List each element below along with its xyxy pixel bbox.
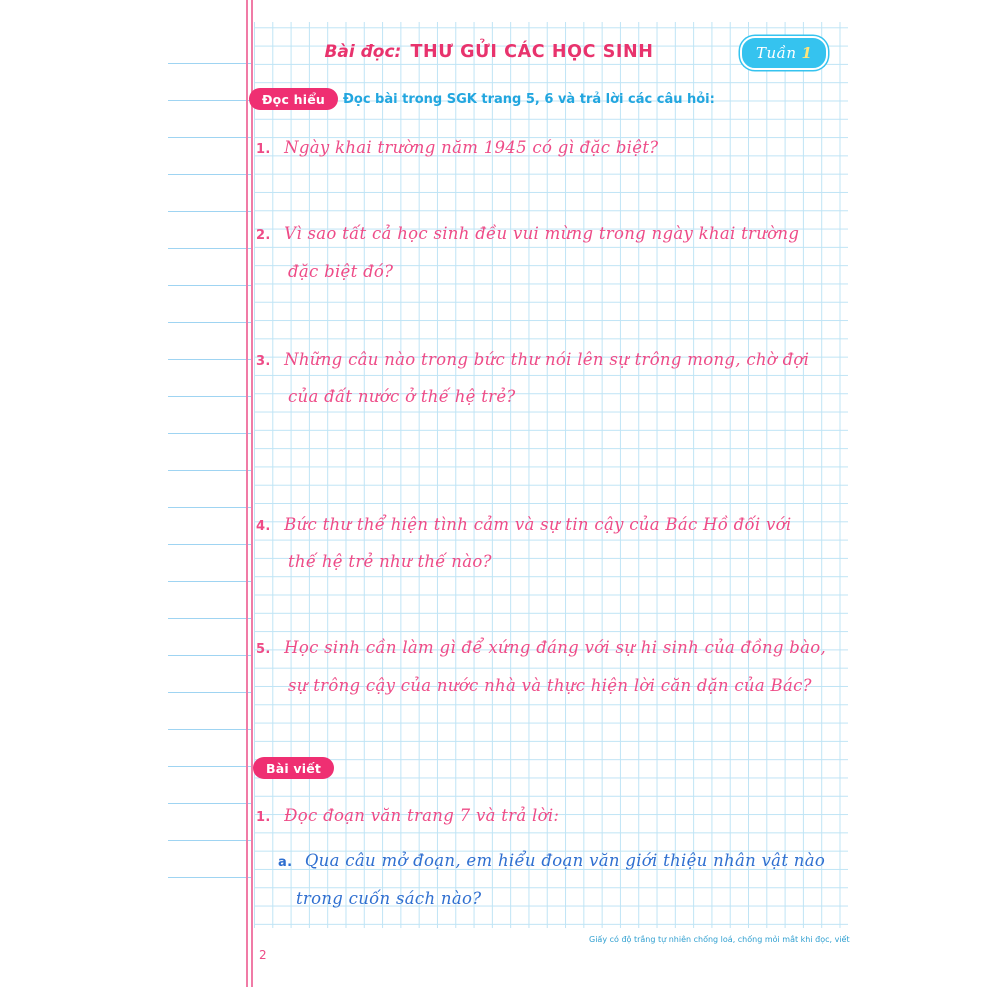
question-3-number: 3. xyxy=(256,354,271,369)
question-3-line-2-wrap xyxy=(288,387,516,406)
question-3-line-1: Những câu nào trong bức thư nói lên sự trông mong, chờ đợi xyxy=(284,350,810,369)
question-3 xyxy=(256,350,809,369)
section-tag-doc-hieu: Đọc hiểu xyxy=(249,88,338,110)
question-4-line-2-wrap xyxy=(288,552,492,571)
writing-subquestion-a-label: a. xyxy=(278,855,293,870)
writing-question-1-line-1: Đọc đoạn văn trang 7 và trả lời: xyxy=(284,806,560,825)
section-tag-bai-viet: Bài viết xyxy=(253,757,334,779)
question-2-line-2: đặc biệt đó? xyxy=(288,262,394,281)
footer-note: Giấy có độ trắng tự nhiên chống loá, chống mỏi mắt khi đọc, viết xyxy=(589,935,850,944)
question-4-line-1: Bức thư thể hiện tình cảm và sự tin cậy của Bác Hồ đối với xyxy=(284,515,792,534)
writing-subquestion-a xyxy=(278,851,825,870)
week-badge-number: 1 xyxy=(801,44,812,62)
page-corner-notch xyxy=(847,0,987,8)
question-2-line-2-wrap xyxy=(288,262,393,281)
page-number: 2 xyxy=(259,948,267,962)
writing-question-1 xyxy=(256,806,559,825)
page-title xyxy=(254,42,724,62)
writing-subquestion-a-line-2: trong cuốn sách nào? xyxy=(296,889,482,908)
question-2-line-1: Vì sao tất cả học sinh đều vui mừng trong ngày khai trường xyxy=(284,224,800,243)
page-title-label: Bài đọc: xyxy=(324,42,402,62)
question-5 xyxy=(256,638,826,657)
question-3-line-2: của đất nước ở thế hệ trẻ? xyxy=(288,387,516,406)
writing-question-1-number: 1. xyxy=(256,810,271,825)
week-badge-label: Tuần xyxy=(756,44,797,62)
question-1-number: 1. xyxy=(256,142,271,157)
question-1-line-1: Ngày khai trường năm 1945 có gì đặc biệt? xyxy=(284,138,659,157)
writing-subquestion-a-line-2-wrap xyxy=(296,889,481,908)
question-4-line-2: thế hệ trẻ như thế nào? xyxy=(288,552,492,571)
writing-subquestion-a-line-1: Qua câu mở đoạn, em hiểu đoạn văn giới thiệu nhân vật nào xyxy=(304,851,826,870)
question-1 xyxy=(256,138,658,157)
question-5-line-2: sự trông cậy của nước nhà và thực hiện lời căn dặn của Bác? xyxy=(288,676,812,695)
question-4-number: 4. xyxy=(256,519,271,534)
question-2 xyxy=(256,224,799,243)
question-2-number: 2. xyxy=(256,228,271,243)
page-title-main: THƯ GỬI CÁC HỌC SINH xyxy=(410,42,654,62)
question-5-line-1: Học sinh cần làm gì để xứng đáng với sự hi sinh của đồng bào, xyxy=(284,638,827,657)
week-badge xyxy=(740,36,828,70)
question-5-line-2-wrap xyxy=(288,676,812,695)
question-5-number: 5. xyxy=(256,642,271,657)
question-4 xyxy=(256,515,791,534)
section-instruction: Đọc bài trong SGK trang 5, 6 và trả lời các câu hỏi: xyxy=(343,92,715,107)
